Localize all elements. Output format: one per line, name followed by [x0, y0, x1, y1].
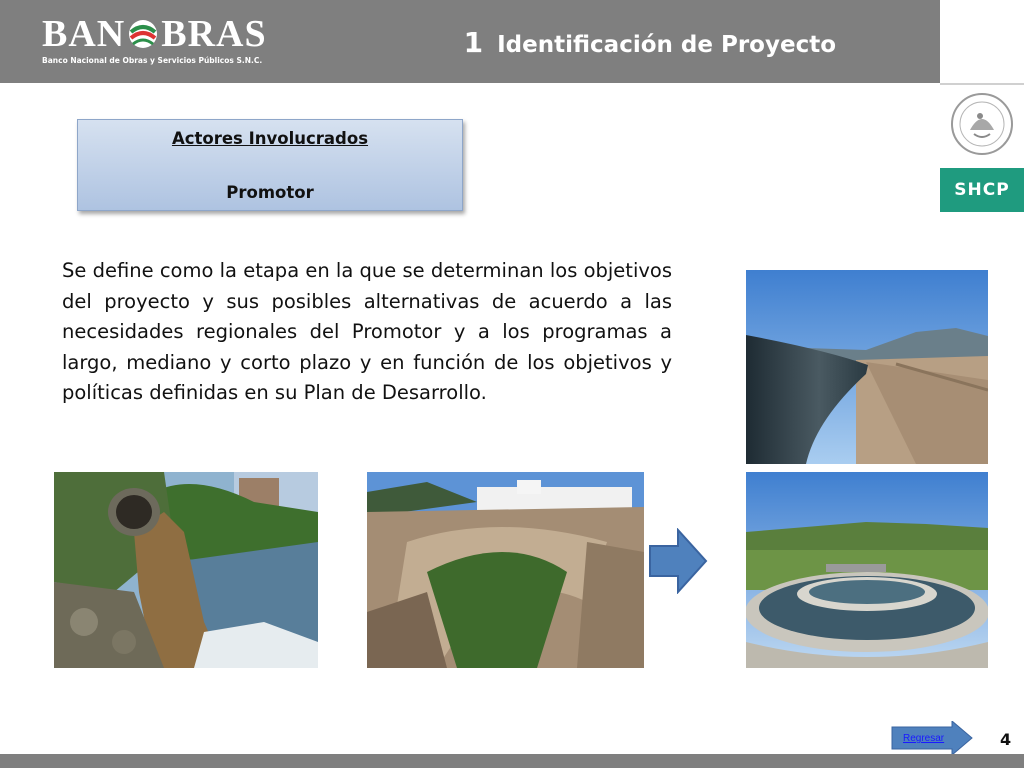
actors-title: Actores Involucrados — [171, 129, 369, 148]
mexico-seal-icon — [950, 90, 1014, 158]
logo-text-start: BAN — [42, 13, 126, 55]
header-bar — [0, 0, 940, 83]
pipeline-photo — [746, 270, 988, 464]
slide-title-text: Identificación de Proyecto — [497, 32, 836, 58]
logo-mark-icon — [127, 18, 159, 50]
back-link[interactable]: Regresar — [903, 733, 945, 744]
eroded-land-photo — [367, 472, 644, 668]
banobras-logo — [42, 13, 267, 70]
actors-box — [77, 119, 463, 211]
panel-divider — [940, 83, 1024, 85]
body-text: Se define como la etapa en la que se determinan los objetivos del proyecto y sus posibles alternativas de acuerdo a las necesidades regionales del Promotor y a los programas a largo, mediano y corto plazo y en función de los objetivos y políticas definidas en su Plan de Desarrollo. — [62, 259, 672, 404]
discharge-photo — [54, 472, 318, 668]
shcp-badge: SHCP — [940, 168, 1024, 212]
footer-bar — [0, 754, 1024, 768]
right-arrow-icon — [648, 528, 708, 594]
treatment-plant-photo — [746, 472, 988, 668]
logo-text-end: BRAS — [161, 13, 267, 55]
logo-subtitle: Banco Nacional de Obras y Servicios Públicos S.N.C. — [42, 56, 263, 65]
slide-number: 1 — [463, 26, 484, 59]
slide-title — [464, 26, 836, 59]
actors-promoter: Promotor — [226, 183, 314, 202]
page-number: 4 — [1000, 730, 1012, 749]
